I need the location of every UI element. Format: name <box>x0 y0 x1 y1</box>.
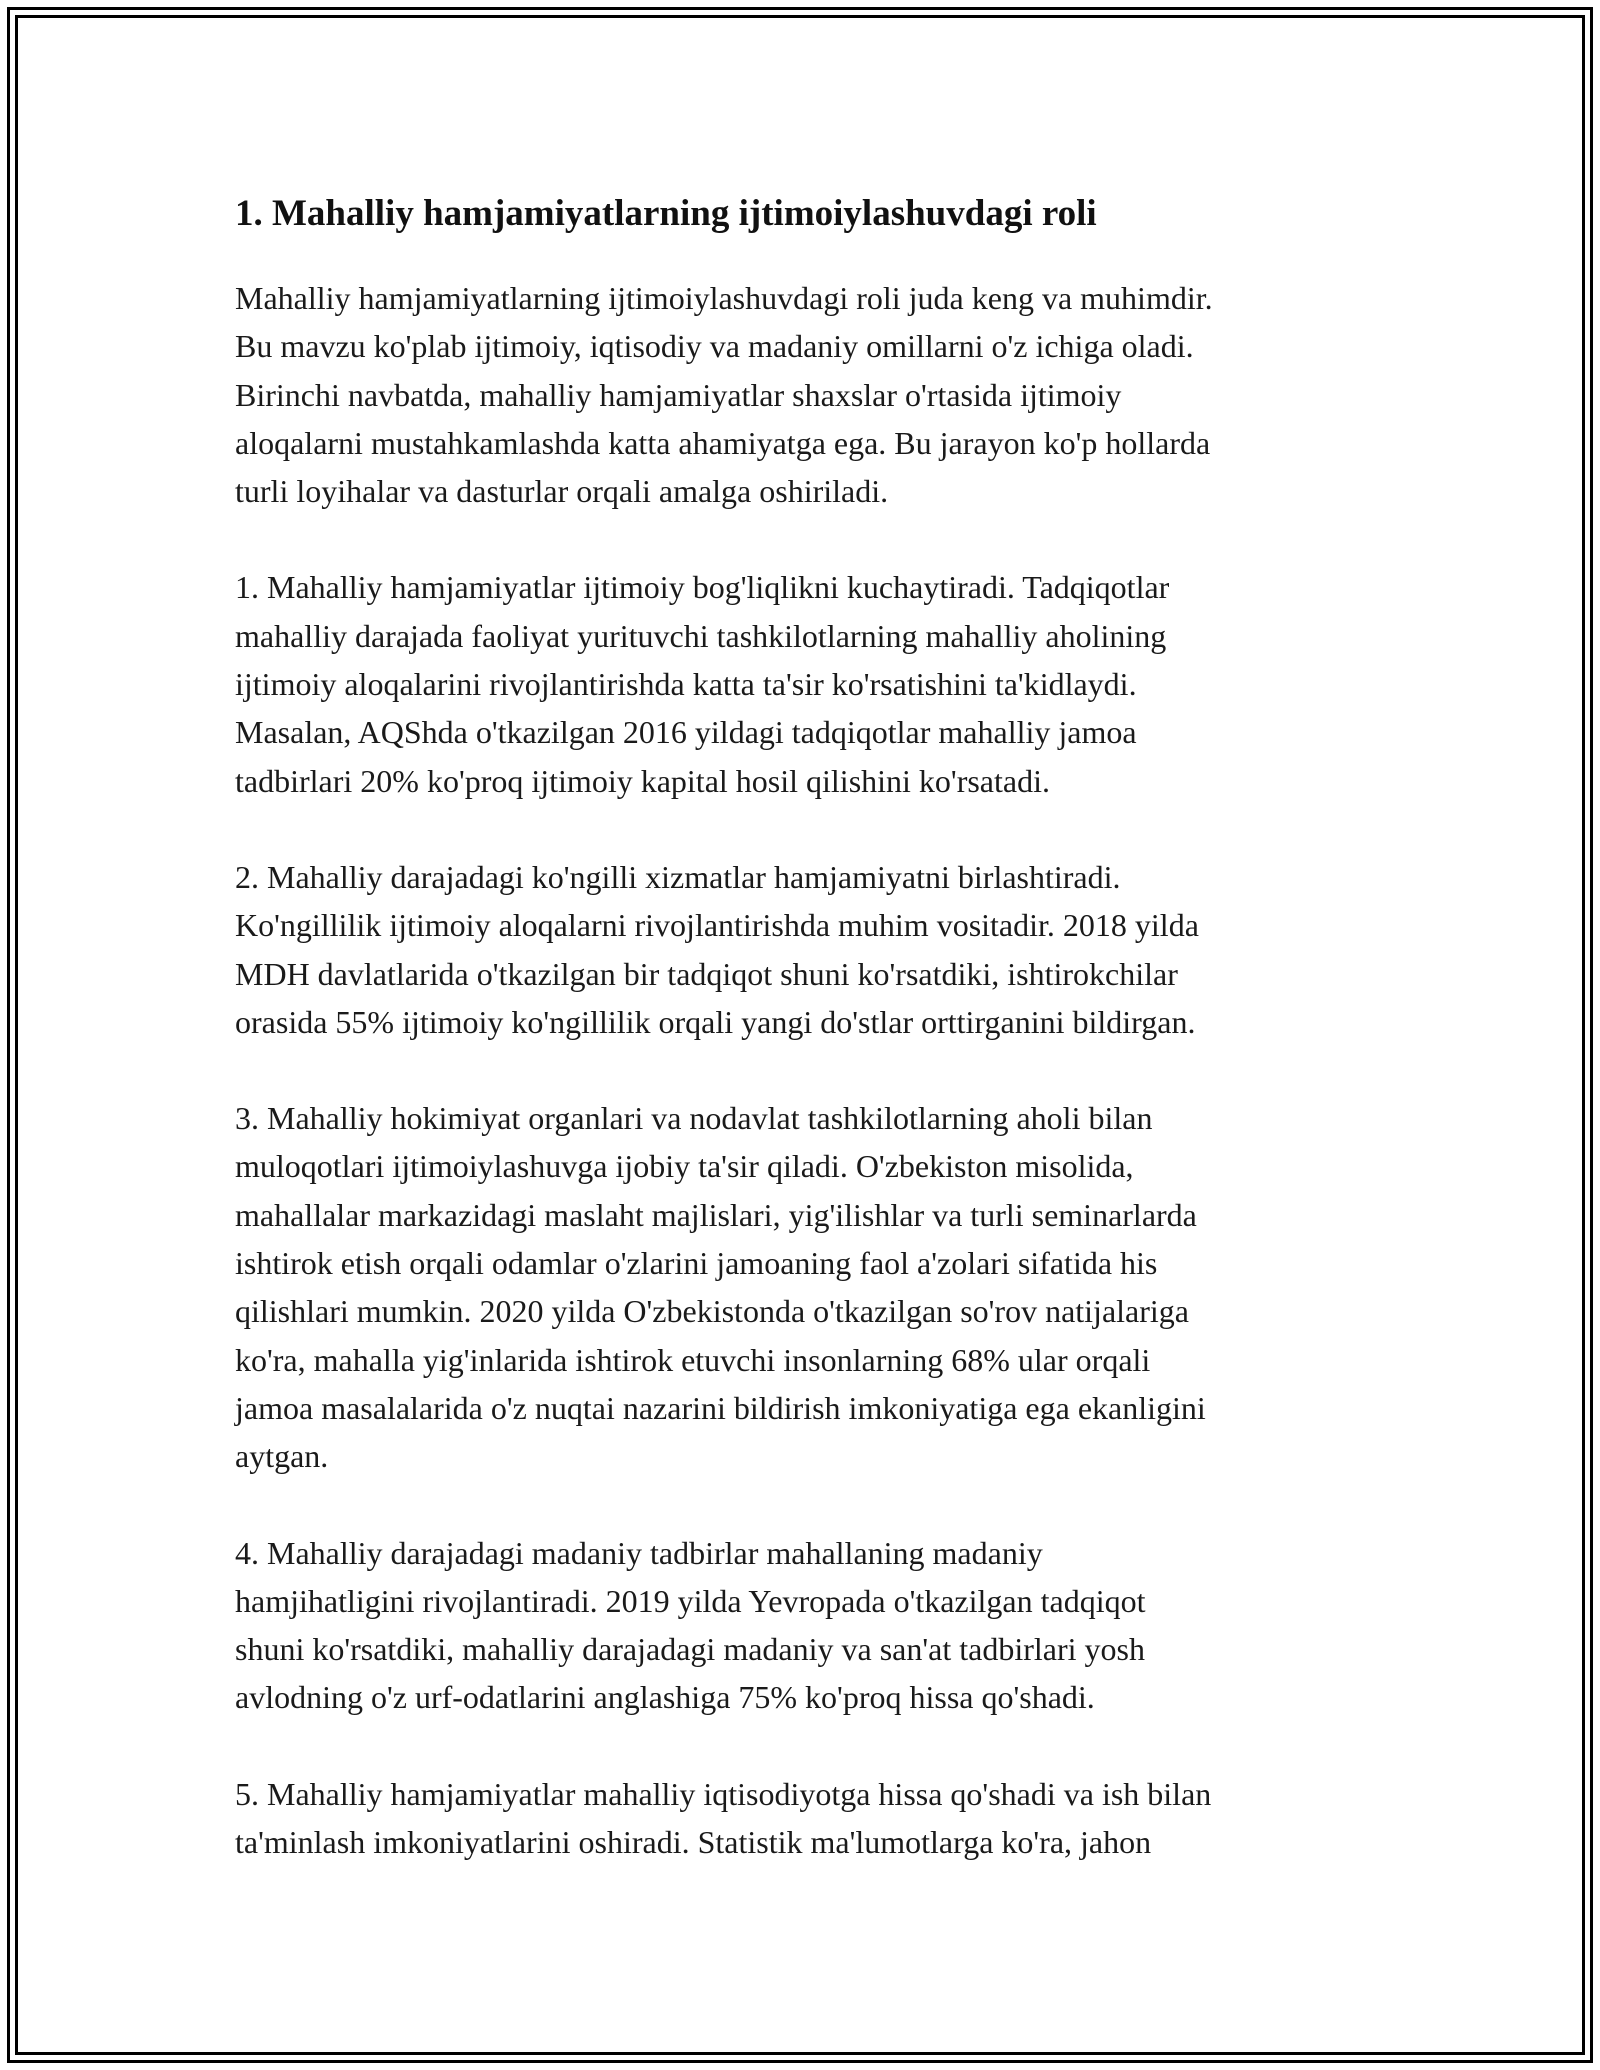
section-heading: 1. Mahalliy hamjamiyatlarning ijtimoiylashuvdagi roli <box>235 193 1097 234</box>
intro-paragraph: Mahalliy hamjamiyatlarning ijtimoiylashuvdagi roli juda keng va muhimdir. Bu mavzu ko'plab ijtimoiy, iqtisodiy va madaniy omillarni o'z ichiga oladi. Birinchi navbatda, mahalliy hamjamiyatlar shaxslar o'rtasida ijtimoiy aloqalarni mustahkamlashda katta ahamiyatga ega. Bu jarayon ko'p hollarda turli loyihalar va dasturlar orqali amalga oshiriladi. <box>235 280 1213 510</box>
point-5-paragraph: 5. Mahalliy hamjamiyatlar mahalliy iqtisodiyotga hissa qo'shadi va ish bilan ta'minlash imkoniyatlarini oshiradi. Statistik ma'lumotlarga ko'ra, jahon <box>235 1775 1212 1861</box>
point-2-paragraph: 2. Mahalliy darajadagi ko'ngilli xizmatlar hamjamiyatni birlashtiradi. Ko'ngillilik ijtimoiy aloqalarni rivojlantirishda muhim vositadir. 2018 yilda MDH davlatlarida o'tkazilgan bir tadqiqot shuni ko'rsatdiki, ishtirokchilar orasida 55% ijtimoiy ko'ngillilik orqali yangi do'stlar orttirganini bildirgan. <box>235 858 1199 1040</box>
point-3-paragraph: 3. Mahalliy hokimiyat organlari va nodavlat tashkilotlarning aholi bilan muloqotlari ijtimoiylashuvga ijobiy ta'sir qiladi. O'zbekiston misolida, mahallalar markazidagi maslaht majlislari, yig'ilishlar va turli seminarlarda ishtirok etish orqali odamlar o'zlarini jamoaning faol a'zolari sifatida his qilishlari mumkin. 2020 yilda O'zbekistonda o'tkazilgan so'rov natijalariga ko'ra, mahalla yig'inlarida ishtirok etuvchi insonlarning 68% ular orqali jamoa masalalarida o'z nuqtai nazarini bildirish imkoniyatiga ega ekanligini aytgan. <box>235 1100 1206 1475</box>
document-body <box>235 186 1365 1914</box>
point-4-paragraph: 4. Mahalliy darajadagi madaniy tadbirlar mahallaning madaniy hamjihatligini rivojlantiradi. 2019 yilda Yevropada o'tkazilgan tadqiqot shuni ko'rsatdiki, mahalliy darajadagi madaniy va san'at tadbirlari yosh avlodning o'z urf-odatlarini anglashiga 75% ko'proq hissa qo'shadi. <box>235 1534 1146 1716</box>
point-1-paragraph: 1. Mahalliy hamjamiyatlar ijtimoiy bog'liqlikni kuchaytiradi. Tadqiqotlar mahalliy darajada faoliyat yurituvchi tashkilotlarning mahalliy aholining ijtimoiy aloqalarini rivojlantirishda katta ta'sir ko'rsatishini ta'kidlaydi. Masalan, AQShda o'tkazilgan 2016 yildagi tadqiqotlar mahalliy jamoa tadbirlari 20% ko'proq ijtimoiy kapital hosil qilishini ko'rsatadi. <box>235 569 1170 799</box>
